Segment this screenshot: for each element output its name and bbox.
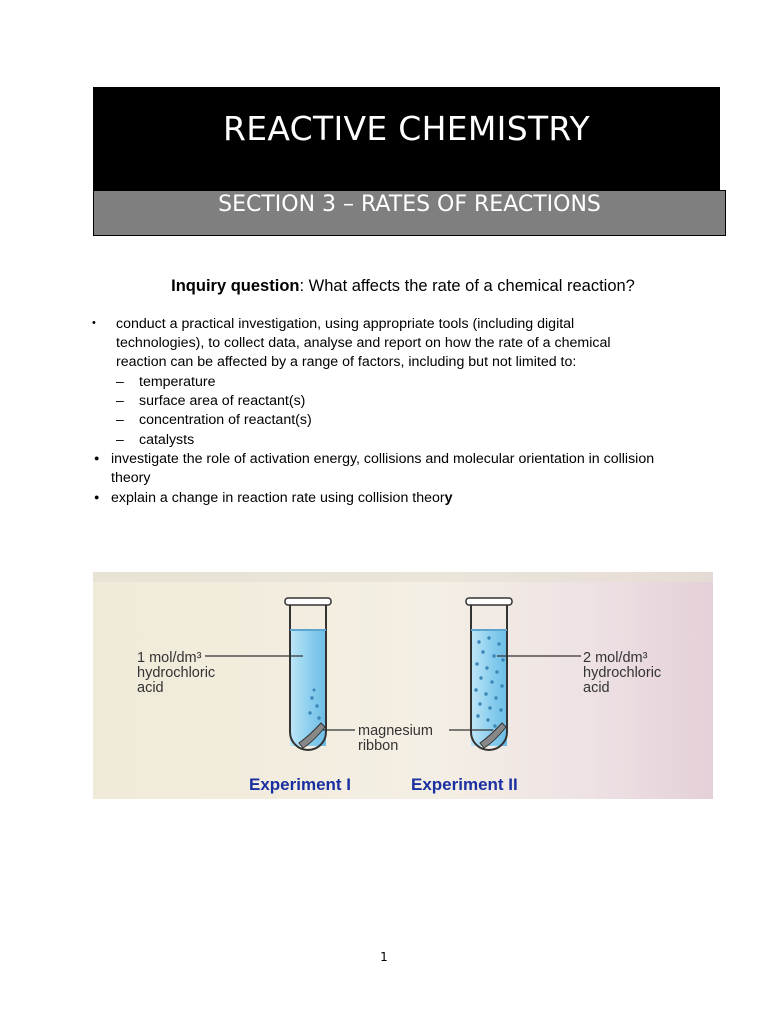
inquiry-label: Inquiry question <box>171 277 300 295</box>
label-acid-1: acid <box>137 680 164 696</box>
dash: – <box>116 392 124 408</box>
bullet-dot: • <box>92 317 96 329</box>
dash: – <box>116 411 124 427</box>
label-magnesium: magnesium <box>358 723 433 739</box>
factor-item: surface area of reactant(s) <box>139 393 306 409</box>
bullet-dot: ● <box>94 453 100 463</box>
factor-item: catalysts <box>139 432 195 448</box>
dash: – <box>116 431 124 447</box>
bullet-3-text: explain a change in reaction rate using collision theor <box>111 490 445 506</box>
bullet-1-line-1: conduct a practical investigation, using appropriate tools (including digital <box>116 316 575 332</box>
factor-item: concentration of reactant(s) <box>139 412 312 428</box>
bullet-2-line-2: theory <box>111 470 151 486</box>
caption-experiment-1: Experiment I <box>249 775 352 794</box>
label-ribbon: ribbon <box>358 738 399 754</box>
figure-background <box>93 572 713 799</box>
bullet-dot: ● <box>94 492 100 502</box>
bullet-1-line-2: technologies), to collect data, analyse and report on how the rate of a chemical <box>116 335 611 351</box>
label-acid-2: acid <box>583 680 610 696</box>
bullet-2-line-1: investigate the role of activation energy, collisions and molecular orientation in collision <box>111 451 655 467</box>
section-banner <box>93 190 726 236</box>
label-concentration-1: 1 mol/dm³ <box>137 650 202 666</box>
inquiry-text: : What affects the rate of a chemical reaction? <box>299 277 635 295</box>
label-concentration-2: 2 mol/dm³ <box>583 650 648 666</box>
bullet-3 <box>111 489 453 508</box>
label-hcl-2: hydrochloric <box>583 665 662 681</box>
inquiry-question <box>93 277 713 296</box>
section-title: SECTION 3 – RATES OF REACTIONS <box>218 192 601 217</box>
page-number: 1 <box>380 950 388 964</box>
title-banner <box>93 87 720 190</box>
bullet-3-bold: y <box>444 490 453 506</box>
bullet-1-line-3: reaction can be affected by a range of factors, including but not limited to: <box>116 354 577 370</box>
factor-item: temperature <box>139 374 216 390</box>
experiment-figure <box>93 572 713 799</box>
label-hcl-1: hydrochloric <box>137 665 216 681</box>
document-title: REACTIVE CHEMISTRY <box>222 109 590 148</box>
caption-experiment-2: Experiment II <box>411 775 518 794</box>
dash: – <box>116 373 124 389</box>
